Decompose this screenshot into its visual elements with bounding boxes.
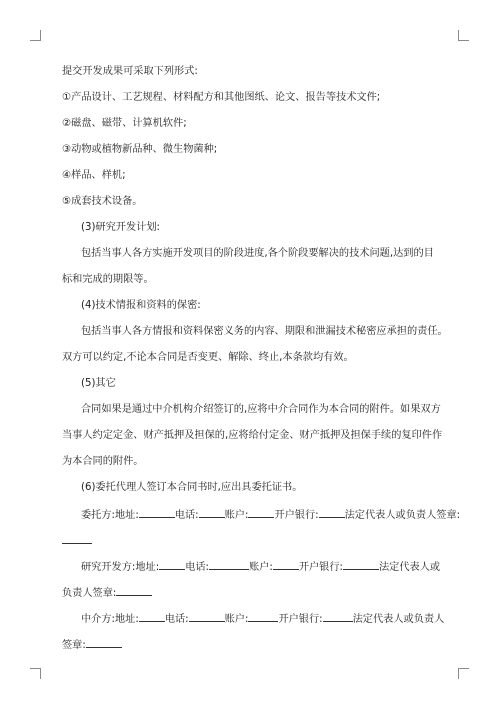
form-item-2: ②磁盘、磁带、计算机软件; — [62, 118, 187, 129]
phone-label: 电话: — [185, 562, 209, 573]
bank-label: 开户银行: — [298, 562, 343, 573]
crop-mark-bottom-left — [30, 668, 41, 679]
phone-blank — [199, 508, 225, 518]
signature-blank — [116, 586, 152, 596]
account-blank — [248, 508, 274, 518]
section-3-heading: (3)研究开发计划: — [81, 222, 160, 233]
bank-blank — [323, 612, 353, 622]
developer-address-label: 研究开发方:地址: — [81, 562, 160, 573]
document-page — [62, 66, 461, 651]
address-blank — [139, 508, 175, 518]
intermediary-signature-line — [62, 612, 452, 624]
legal-rep-label: 法定代表人或负责人 — [352, 614, 445, 625]
intro-line: 提交开发成果可采取下列形式: — [62, 66, 198, 77]
address-blank — [139, 612, 165, 622]
crop-mark-top-left — [30, 30, 41, 41]
section-4-body-line: 包括当事人各方情报和资料保密义务的内容、期限和泄漏技术秘密应承担的责任。 — [81, 326, 448, 337]
bank-label: 开户银行: — [278, 614, 323, 625]
legal-rep-label: 法定代表人或 — [379, 562, 441, 573]
section-3-body-line: 包括当事人各方实施开发项目的阶段进度,各个阶段要解决的技术问题,达到的目 — [81, 248, 434, 259]
bank-blank — [319, 508, 345, 518]
legal-rep-label: 法定代表人或负责人签章: — [344, 510, 461, 521]
section-5-heading: (5)其它 — [81, 378, 116, 389]
client-signature-line — [62, 508, 461, 521]
sign-label: 负责人签章: — [62, 588, 117, 599]
client-address-label: 委托方:地址: — [81, 510, 139, 521]
account-label: 账户: — [224, 510, 249, 521]
form-item-4: ④样品、样机; — [62, 170, 126, 181]
account-blank — [273, 560, 299, 570]
section-3-body-line: 标和完成的期限等。 — [62, 274, 154, 285]
phone-label: 电话: — [164, 614, 189, 625]
section-5-body-line: 为本合同的附件。 — [62, 456, 144, 467]
sign-label: 签章: — [62, 640, 86, 651]
section-6-heading: (6)委托代理人签订本合同书时,应出具委托证书。 — [81, 482, 303, 493]
developer-signature-line — [62, 560, 452, 572]
client-signature-continuation — [62, 534, 452, 546]
account-label: 账户: — [249, 562, 273, 573]
crop-mark-bottom-right — [458, 668, 469, 679]
form-item-3: ③动物或植物新品种、微生物菌种; — [62, 144, 218, 155]
bank-blank — [343, 560, 379, 570]
section-5-body-line: 合同如果是通过中介机构介绍签订的,应将中介合同作为本合同的附件。如果双方 — [81, 404, 441, 415]
developer-signature-continuation — [62, 586, 452, 598]
signature-blank — [62, 534, 92, 544]
crop-mark-top-right — [458, 30, 469, 41]
bank-label: 开户银行: — [274, 510, 319, 521]
section-5-body-line: 当事人约定定金、财产抵押及担保的,应将给付定金、财产抵押及担保手续的复印件作 — [62, 430, 443, 441]
phone-blank — [209, 560, 249, 570]
intermediary-address-label: 中介方:地址: — [81, 614, 139, 625]
form-item-5: ⑤成套技术设备。 — [62, 196, 143, 207]
section-4-heading: (4)技术情报和资料的保密: — [81, 300, 201, 311]
phone-blank — [189, 612, 225, 622]
address-blank — [159, 560, 185, 570]
form-item-1: ①产品设计、工艺规程、材料配方和其他图纸、论文、报告等技术文件; — [62, 92, 381, 103]
section-4-body-line: 双方可以约定,不论本合同是否变更、解除、终止,本条款均有效。 — [62, 352, 354, 363]
signature-blank — [86, 638, 122, 648]
account-blank — [248, 612, 278, 622]
intermediary-signature-continuation — [62, 638, 452, 650]
account-label: 账户: — [224, 614, 249, 625]
phone-label: 电话: — [174, 510, 199, 521]
